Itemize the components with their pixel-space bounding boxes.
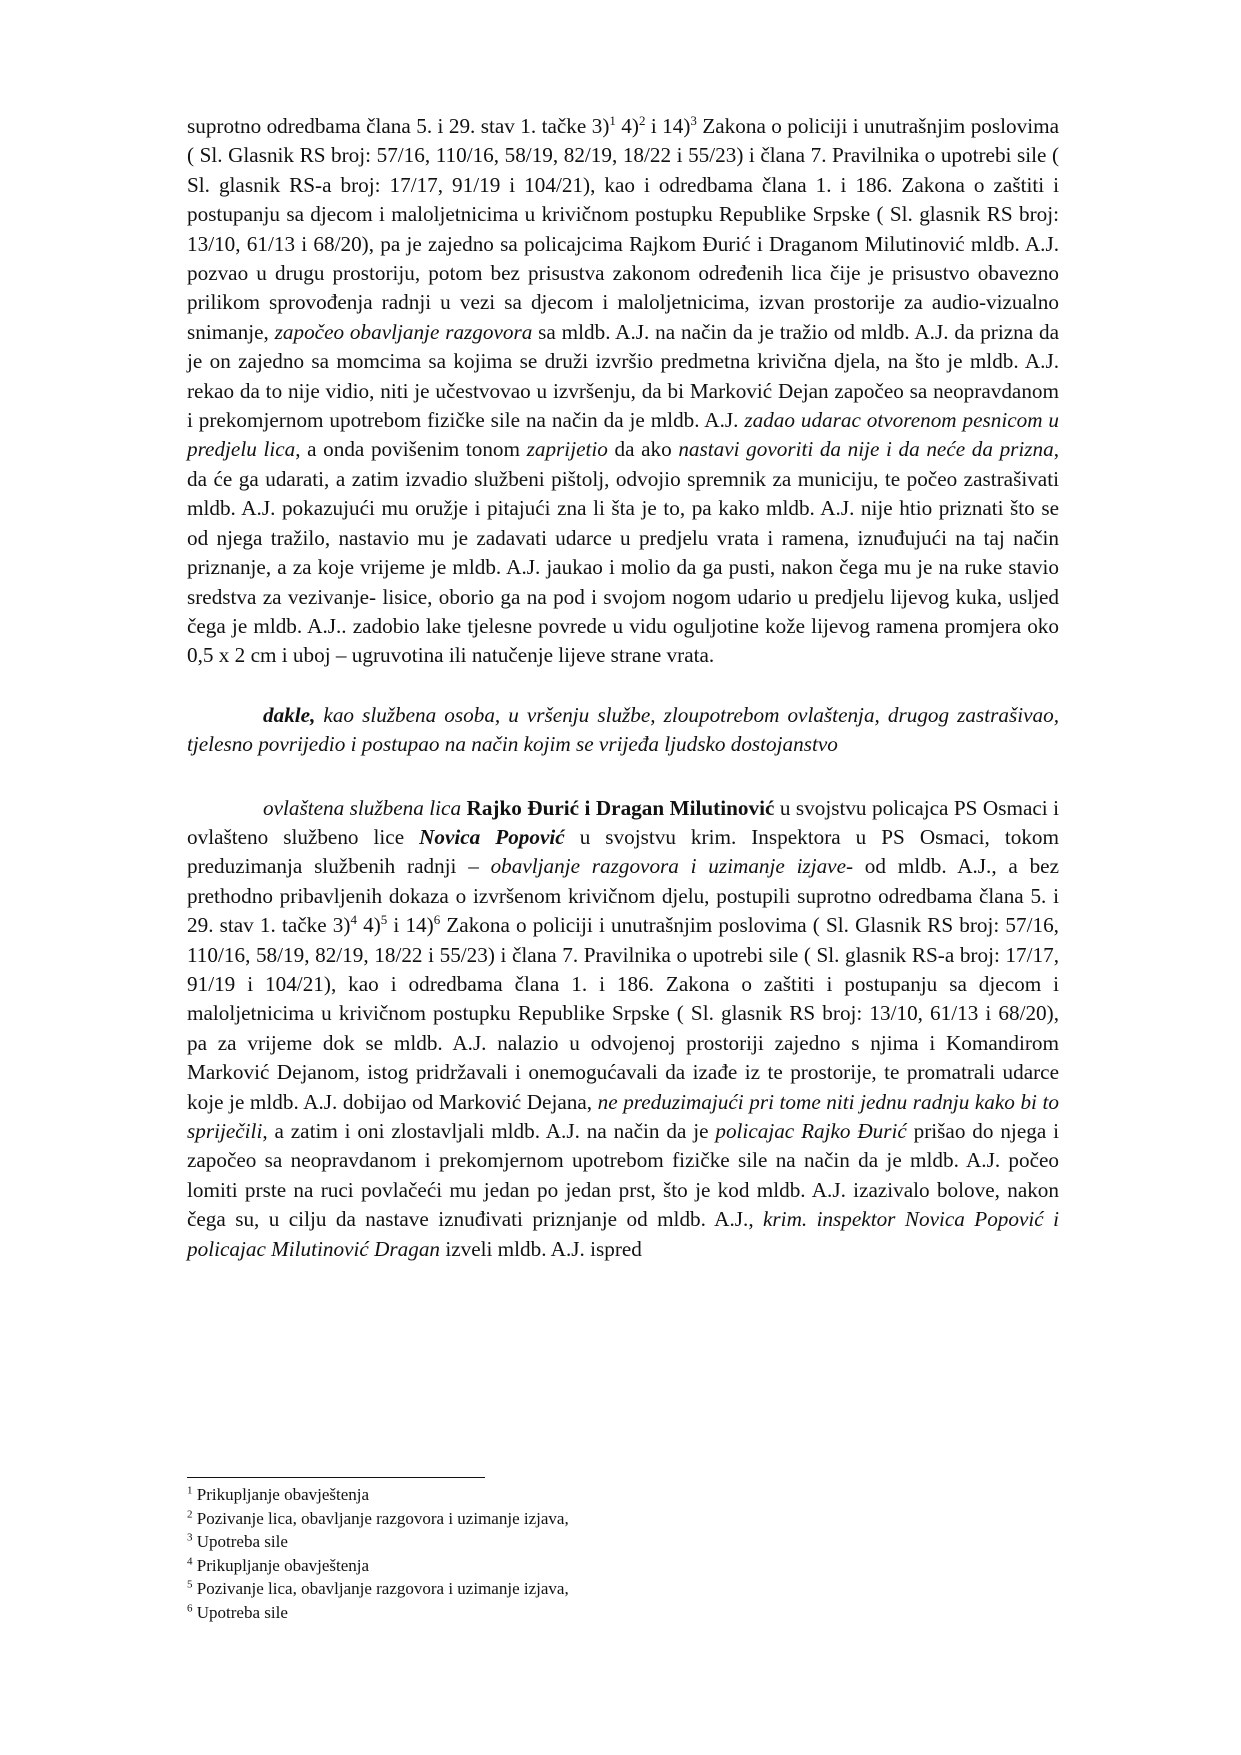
text-run: Zakona o policiji i unutrašnjim poslovima ( Sl. Glasnik RS broj: 57/16, 110/16, 58/19, 82/19, 18/22 i 55/23) i člana 7. Pravilnika o upotrebi sile ( Sl. glasnik RS-a broj: 17/17, 91/19 i 104/21), kao i odredbama člana 1. i 186. Zakona o zaštiti i postupanju sa djecom i maloljetnicima u krivičnom postupku Republike Srpske ( Sl. glasnik RS broj: 13/10, 61/13 i 68/20), pa za vrijeme dok se mldb. A.J. nalazio u odvojenoj prostoriji zajedno s njima i Komandirom Marković Dejanom, istog pridržavali i onemogućavali da izađe iz te prostorije, te promatrali udarce koje je mldb. A.J. dobijao od Marković Dejana, <box>187 913 1059 1114</box>
italic-run: započeo obavljanje razgovora <box>274 319 533 344</box>
footnote-ref[interactable]: 2 <box>638 112 646 128</box>
bold-italic-run: Novica Popović <box>419 824 565 849</box>
italic-run: krim. inspektor Novica Popović i policajac Milutinović Dragan <box>187 1207 1059 1261</box>
italic-run: ne preduzimajući pri tome niti jednu radnju kako bi to spriječili <box>187 1089 1059 1143</box>
text-run: 4) <box>615 114 639 138</box>
footnote-ref[interactable]: 5 <box>380 912 388 928</box>
footnote-ref[interactable]: 4 <box>350 912 357 928</box>
text-run: izveli mldb. A.J. ispred <box>440 1236 642 1261</box>
text-run: prišao do njega i započeo sa neopravdanom i prekomjernom upotrebom fizičke sile na način da je mldb. A.J. počeo lomiti prste na ruci povlačeći mu jedan po jedan prst, što je kod mldb. A.J. izazivalo bolove, nakon čega su, u cilju da nastave iznuđivati priznjanje od mldb. A.J., <box>187 1119 1059 1232</box>
footnote-item <box>187 1577 1057 1601</box>
footnote-item <box>187 1554 1057 1578</box>
text-run: u svojstvu policajca PS Osmaci i ovlašteno službeno lice <box>187 795 1059 849</box>
paragraph-dakle <box>187 701 1059 760</box>
text-run: i 14) <box>387 913 434 938</box>
text-run: i 14) <box>645 114 691 138</box>
footnote-number: 6 <box>187 1602 193 1615</box>
footnote-text: Pozivanje lica, obavljanje razgovora i uzimanje izjava, <box>192 1579 569 1599</box>
text-run: , a zatim i oni zlostavljali mldb. A.J. na način da je <box>262 1119 716 1143</box>
footnote-text: Pozivanje lica, obavljanje razgovora i uzimanje izjava, <box>192 1508 569 1528</box>
paragraph-continuation <box>187 112 1059 671</box>
italic-run: policajac Rajko Đurić <box>715 1119 907 1143</box>
italic-run: kao službena osoba, u vršenju službe, zloupotrebom ovlaštenja, drugog zastrašivao, tjelesno povrijedio i postupao na način kojim se vrijeđa ljudsko dostojanstvo <box>187 702 1059 757</box>
text-run: u svojstvu krim. Inspektora u PS Osmaci, tokom preduzimanja službenih radnji – <box>187 824 1059 879</box>
italic-run: zaprijetio <box>526 437 608 462</box>
footnote-number: 2 <box>187 1507 193 1520</box>
text-run: , da će ga udarati, a zatim izvadio službeni pištolj, odvojio spremnik za municiju, te počeo zastrašivati mldb. A.J. pokazujući mu oružje i pitajući zna li šta je to, pa kako mldb. A.J. nije htio priznati što se od njega tražilo, nastavio mu je zadavati udarce u predjelu vrata i ramena, iznuđujući na taj način priznanje, a za koje vrijeme je mldb. A.J. jaukao i molio da ga pusti, nakon čega mu je na ruke stavio sredstva za vezivanje- lisice, oborio ga na pod i svojom nogom udario u predjelu lijevog kuka, usljed čega je mldb. A.J.. zadobio lake tjelesne povrede u vidu oguljotine kože lijevog ramena promjera oko 0,5 x 2 cm i uboj – ugruvotina ili natučenje lijeve strane vrata. <box>187 437 1060 668</box>
footnotes <box>187 1483 1057 1625</box>
text-run: Zakona o policiji i unutrašnjim poslovima ( Sl. Glasnik RS broj: 57/16, 110/16, 58/19, 82/19, 18/22 i 55/23) i člana 7. Pravilnika o upotrebi sile ( Sl. glasnik RS-a broj: 17/17, 91/19 i 104/21), kao i odredbama člana 1. i 186. Zakona o zaštiti i postupanju sa djecom i maloljetnicima u krivičnom postupku Republike Srpske ( Sl. glasnik RS broj: 13/10, 61/13 i 68/20), pa je zajedno sa policajcima Rajkom Đurić i Draganom Milutinović mldb. A.J. pozvao u drugu prostoriju, potom bez prisustva zakonom određenih lica čije je prisustvo obavezno prilikom sprovođenja radnji u vezi sa djecom i maloljetnicima, izvan prostorije za audio-vizualno snimanje, <box>187 114 1059 344</box>
footnote-number: 4 <box>187 1555 193 1568</box>
italic-run: ovlaštena službena lica <box>263 795 467 820</box>
bold-run: dakle, <box>263 702 316 727</box>
footnote-number: 3 <box>187 1531 193 1544</box>
footnote-number: 5 <box>187 1578 193 1591</box>
text-run: 4) <box>356 913 381 938</box>
paragraph-spacer <box>187 671 1059 701</box>
footnote-item <box>187 1507 1057 1531</box>
document-body <box>187 112 1059 1264</box>
footnote-item <box>187 1601 1057 1625</box>
text-run: sa mldb. A.J. na način da je tražio od mldb. A.J. da prizna da je on zajedno sa momcima sa kojima se druži izvršio predmetna krivična djela, na što je mldb. A.J. rekao da to nije vidio, niti je učestvovao u izvršenju, da bi Marković Dejan započeo sa neopravdanom i prekomjernom upotrebom fizičke sile na način da je mldb. A.J. <box>187 319 1059 433</box>
footnote-text: Prikupljanje obavještenja <box>192 1485 370 1504</box>
footnote-item <box>187 1530 1057 1554</box>
italic-run: obavljanje razgovora i uzimanje izjave- <box>490 854 854 879</box>
footnote-separator <box>187 1477 485 1478</box>
footnote-ref[interactable]: 3 <box>690 112 697 128</box>
italic-run: nastavi govoriti da nije i da neće da prizna <box>678 437 1054 462</box>
footnote-ref[interactable]: 6 <box>433 912 441 928</box>
text-run: od mldb. A.J., a bez prethodno pribavljenih dokaza o izvršenom krivičnom djelu, postupili suprotno odredbama člana 5. i 29. stav 1. tačke 3) <box>187 854 1059 938</box>
text-run: suprotno odredbama člana 5. i 29. stav 1. tačke 3) <box>187 114 610 138</box>
footnote-text: Upotreba sile <box>192 1602 288 1622</box>
bold-run: Rajko Đurić i Dragan Milutinović <box>466 795 775 820</box>
footnote-item <box>187 1483 1057 1507</box>
footnote-ref[interactable]: 1 <box>609 112 616 128</box>
paragraph-ovlastena-lica <box>187 794 1059 1265</box>
footnote-text: Prikupljanje obavještenja <box>192 1555 370 1575</box>
text-run: da ako <box>607 437 679 462</box>
footnote-text: Upotreba sile <box>192 1532 288 1552</box>
footnote-number: 1 <box>187 1484 193 1497</box>
italic-run: zadao udarac otvorenom pesnicom u predjelu lica <box>187 408 1060 462</box>
text-run: , a onda povišenim tonom <box>295 437 527 462</box>
paragraph-spacer <box>187 760 1059 794</box>
